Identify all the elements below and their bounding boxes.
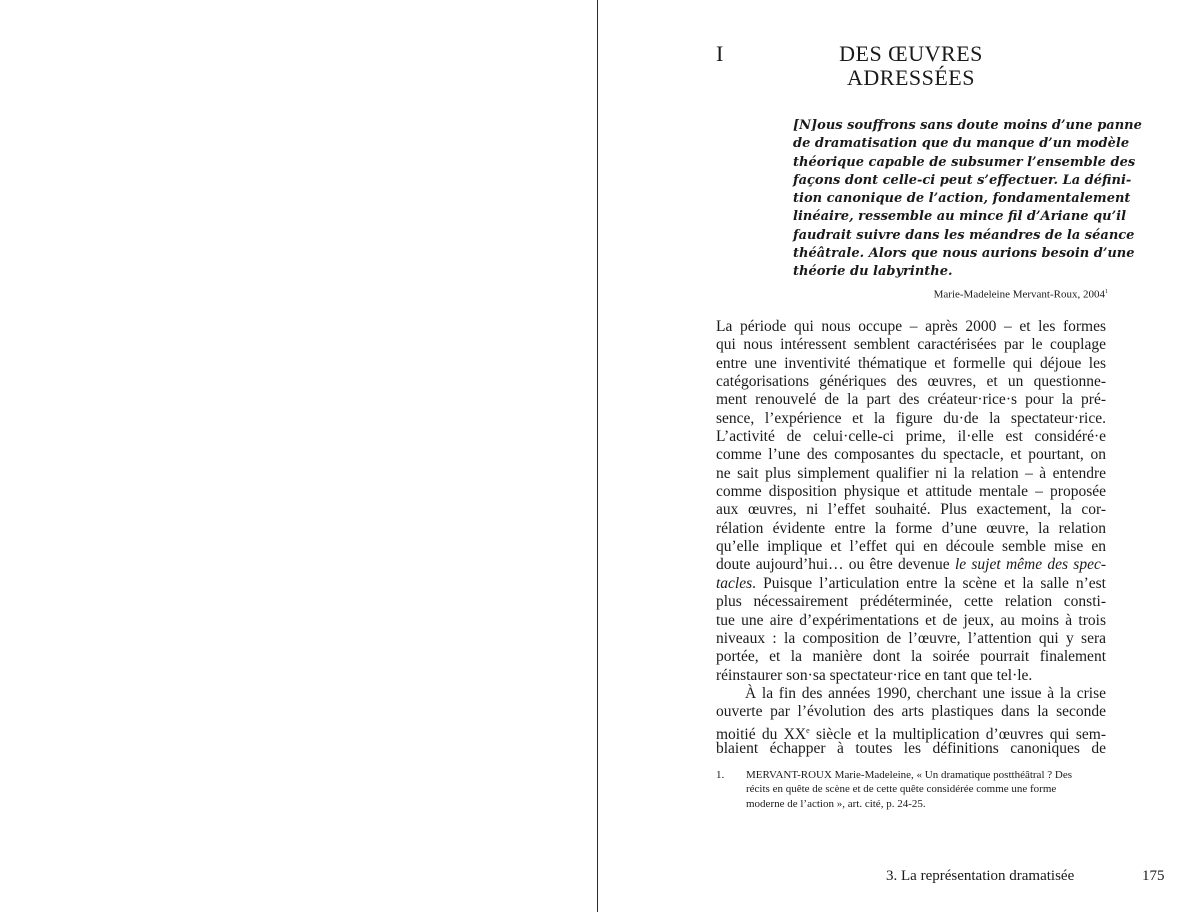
footnote-line: MERVANT-ROUX Marie-Madeleine, « Un dramatique postthéâtral ? Des	[746, 769, 1072, 781]
century-numeral: XX	[783, 725, 807, 743]
running-footer-title: 3. La représentation dramatisée	[886, 868, 1075, 884]
body-line: rélation évidente entre la forme d’une œuvre, la relation	[716, 519, 1106, 537]
epigraph-line: de dramatisation que du manque d’un modèle	[793, 136, 1130, 152]
page-number: 175	[1142, 868, 1165, 884]
epigraph-line: linéaire, ressemble au mince fil d’Ariane qu’il	[793, 209, 1127, 225]
body-line	[716, 556, 1106, 574]
body-line: niveaux : la composition de l’œuvre, l’attention qui y sera	[716, 629, 1106, 647]
epigraph-line: façons dont celle-ci peut s’effectuer. La défini-	[793, 172, 1132, 188]
epigraph-line: théâtrale. Alors que nous aurions besoin d’une	[793, 246, 1135, 262]
section-title	[786, 42, 1036, 90]
epigraph-quote	[793, 117, 1142, 282]
footnote-reference[interactable]: 1	[1105, 289, 1108, 295]
body-line: catégorisations génériques des œuvres, et un questionne-	[716, 373, 1106, 391]
body-line: portée, et la manière dont la soirée pourrait finalement	[716, 648, 1106, 666]
century-suffix: e	[806, 725, 810, 735]
footnote-number: 1.	[716, 769, 725, 781]
epigraph-line: théorique capable de subsumer l’ensemble des	[793, 154, 1136, 170]
italic-phrase: le sujet même des spec-	[954, 556, 1106, 574]
attribution-text: Marie-Madeleine Mervant-Roux, 2004	[933, 288, 1105, 301]
body-line	[716, 575, 1106, 593]
body-line: comme disposition physique et attitude mentale – proposée	[716, 483, 1106, 501]
body-line-text: moitié du	[716, 725, 778, 743]
section-title-line-1: DES ŒUVRES	[839, 41, 983, 66]
epigraph-line: théorie du labyrinthe.	[793, 264, 953, 280]
epigraph-line: [N]ous souffrons sans doute moins d’une panne	[793, 118, 1142, 133]
epigraph-line: faudrait suivre dans les méandres de la séance	[793, 227, 1135, 243]
footnote-line: récits en quête de scène et de cette quête considérée comme une forme	[746, 783, 1057, 796]
body-line: comme l’une des composantes du spectacle, et pourtant, on	[716, 446, 1106, 464]
footnote-text	[746, 768, 1106, 811]
body-line: La période qui nous occupe – après 2000 – et les formes	[716, 318, 1106, 335]
body-line: ne sait plus simplement qualifier ni la relation – à entendre	[716, 464, 1106, 482]
body-line: sence, l’expérience et la figure du·de la spectateur·rice.	[716, 409, 1106, 427]
italic-phrase: tacles	[716, 574, 753, 592]
body-line: tue une aire d’expérimentations et de jeux, au moins à trois	[716, 611, 1106, 629]
epigraph-attribution	[793, 285, 1108, 302]
body-line: À la fin des années 1990, cherchant une issue à la crise	[745, 684, 1106, 702]
body-line: qui nous intéressent semblent caractérisées par le couplage	[716, 336, 1106, 354]
section-title-line-2: ADRESSÉES	[847, 65, 975, 90]
body-line: plus nécessairement prédéterminée, cette relation consti-	[716, 593, 1106, 611]
footnote	[716, 768, 1106, 811]
body-line: blaient échapper à toutes les définitions canoniques de	[716, 739, 1106, 757]
body-line: réinstaurer son·sa spectateur·rice en tant que tel·le.	[716, 666, 1033, 684]
body-paragraphs	[716, 318, 1106, 758]
body-line: ment renouvelé de la part des créateur·rice·s pour la pré-	[716, 391, 1106, 409]
body-line: qu’elle implique et l’effet qui en découle semble mise en	[716, 538, 1106, 556]
body-line-text: doute aujourd’hui… ou être devenue	[716, 556, 950, 574]
footnote-line: moderne de l’action », art. cité, p. 24-25.	[746, 797, 926, 810]
body-line: entre une inventivité thématique et formelle qui déjoue les	[716, 354, 1106, 372]
body-line: aux œuvres, ni l’effet souhaité. Plus exactement, la cor-	[716, 501, 1106, 519]
body-line-text: . Puisque l’articulation entre la scène et la salle n’est	[752, 574, 1106, 592]
body-line-text: siècle et la multiplication d’œuvres qui sem-	[809, 725, 1107, 743]
epigraph-line: tion canonique de l’action, fondamentalement	[793, 191, 1131, 207]
body-line: ouverte par l’évolution des arts plastiques dans la seconde	[716, 703, 1106, 721]
right-page	[598, 0, 1194, 912]
section-number: I	[716, 41, 724, 66]
body-line	[716, 722, 1107, 743]
body-line: L’activité de celui·celle-ci prime, il·elle est considéré·e	[716, 428, 1106, 446]
